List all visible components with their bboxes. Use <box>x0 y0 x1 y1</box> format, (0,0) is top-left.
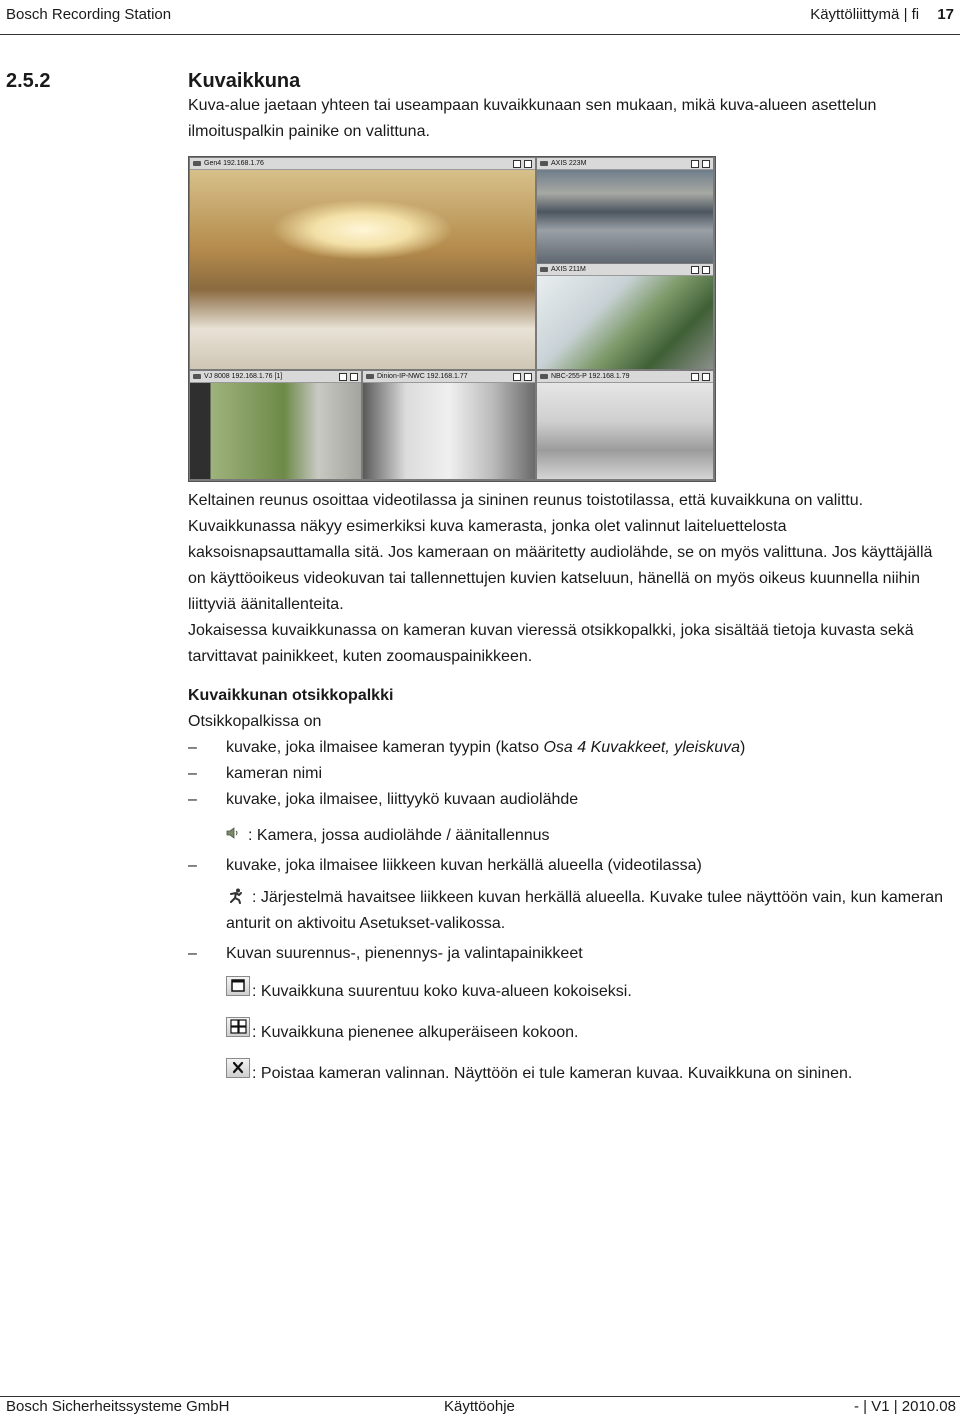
close-icon <box>702 160 710 168</box>
camera-image <box>537 276 713 369</box>
camera-image <box>190 170 535 369</box>
restore-button-icon <box>226 1017 250 1037</box>
maximize-icon <box>691 160 699 168</box>
paragraph-titlebar: Jokaisessa kuvaikkunassa on kameran kuvan vieressä otsikkopalkki, joka sisältää tietoja kuvasta sekä tarvittavat painikkeet, kuten zoomauspainikkeen. <box>188 622 914 665</box>
header-section: Käyttöliittymä | fi <box>810 6 920 23</box>
titlebar-lead: Otsikkopalkissa on <box>188 713 322 730</box>
pane-title-bar <box>537 371 713 383</box>
pane-camera-name: VJ 8008 192.168.1.76 [1] <box>204 373 283 380</box>
maximize-icon <box>227 977 249 995</box>
restore-description: : Kuvaikkuna pienenee alkuperäiseen kokoon. <box>252 1024 579 1041</box>
camera-type-icon <box>540 374 548 379</box>
image-pane-screenshot <box>188 156 716 482</box>
restore-icon <box>227 1018 249 1036</box>
list-item-camera-name: kameran nimi <box>226 765 323 782</box>
close-icon <box>524 160 532 168</box>
pane-camera-name: AXIS 211M <box>551 266 586 273</box>
list-dash: – <box>188 791 197 808</box>
pane-title-bar <box>190 158 535 170</box>
close-button-icon <box>226 1058 250 1078</box>
pane-camera-name: AXIS 223M <box>551 160 587 167</box>
list-dash: – <box>188 945 197 962</box>
speaker-icon <box>226 826 240 840</box>
image-pane-3 <box>537 264 713 369</box>
close-icon <box>702 266 710 274</box>
page-header <box>0 0 960 35</box>
maximize-icon <box>513 160 521 168</box>
pane-camera-name: Dinion-IP-NWC 192.168.1.77 <box>377 373 468 380</box>
maximize-icon <box>339 373 347 381</box>
image-pane-4 <box>190 371 361 479</box>
camera-type-icon <box>540 161 548 166</box>
footer-document: Käyttöohje <box>444 1398 515 1415</box>
pane-title-bar <box>537 264 713 276</box>
item-text: ) <box>740 739 746 756</box>
footer-company: Bosch Sicherheitssysteme GmbH <box>6 1398 230 1415</box>
cross-reference: Osa 4 Kuvakkeet, yleiskuva <box>543 739 741 756</box>
pane-camera-name: NBC-255-P 192.168.1.79 <box>551 373 630 380</box>
list-item-camera-type <box>226 735 946 761</box>
section-title: Kuvaikkuna <box>188 70 301 92</box>
image-pane-2 <box>537 158 713 263</box>
maximize-icon <box>691 373 699 381</box>
image-pane-1 <box>190 158 535 369</box>
header-product: Bosch Recording Station <box>6 6 172 23</box>
pane-title-bar <box>363 371 535 383</box>
pane-title-bar <box>537 158 713 170</box>
pane-title-bar <box>190 371 361 383</box>
header-section-info <box>810 6 954 23</box>
maximize-icon <box>513 373 521 381</box>
paragraph-selection: Keltainen reunus osoittaa videotilassa ja sininen reunus toistotilassa, että kuvaikkuna on valittu. Kuvaikkunassa näkyy esimerkiksi kuva kamerasta, jonka olet valinnut laiteluettelosta kaksoisnapsauttamalla sitä. Jos kameraan on määritetty audiolähde, se on myös valittuna. Jos käyttäjällä on käyttöoikeus videokuvan tai tallennettujen kuvien katseluun, hänellä on myös oikeus kuunnella niihin liittyviä äänitallenteita. <box>188 492 933 613</box>
section-intro: Kuva-alue jaetaan yhteen tai useampaan kuvaikkunaan sen mukaan, mikä kuva-alueen asettelun ilmoituspalkin painike on valittuna. <box>188 97 877 140</box>
maximize-icon <box>691 266 699 274</box>
list-item-audio: kuvake, joka ilmaisee, liittyykö kuvaan audiolähde <box>226 791 579 808</box>
camera-image <box>363 383 535 479</box>
list-item-buttons: Kuvan suurennus-, pienennys- ja valintapainikkeet <box>226 945 583 962</box>
camera-image <box>190 383 361 479</box>
camera-type-icon <box>366 374 374 379</box>
list-dash: – <box>188 739 197 756</box>
image-pane-6 <box>537 371 713 479</box>
close-icon <box>350 373 358 381</box>
page-footer <box>0 1396 960 1415</box>
motion-icon-description: : Järjestelmä havaitsee liikkeen kuvan herkällä alueella. Kuvake tulee näyttöön vain, kun kameran anturit on aktivoitu Asetukset-valikossa. <box>226 889 944 932</box>
camera-type-icon <box>540 267 548 272</box>
close-description: : Poistaa kameran valinnan. Näyttöön ei tule kameran kuvaa. Kuvaikkuna on sininen. <box>252 1065 853 1082</box>
image-pane-5 <box>363 371 535 479</box>
camera-image <box>537 170 713 263</box>
pane-camera-name: Gen4 192.168.1.76 <box>204 160 264 167</box>
page-number: 17 <box>937 6 954 23</box>
camera-type-icon <box>193 161 201 166</box>
audio-icon-description: : Kamera, jossa audiolähde / äänitallennus <box>248 827 550 844</box>
subheading-titlebar: Kuvaikkunan otsikkopalkki <box>188 687 394 704</box>
section-number: 2.5.2 <box>6 70 51 92</box>
item-text: kuvake, joka ilmaisee kameran tyypin (katso <box>226 739 544 756</box>
maximize-button-icon <box>226 976 250 996</box>
camera-image <box>537 383 713 479</box>
maximize-description: : Kuvaikkuna suurentuu koko kuva-alueen kokoiseksi. <box>252 983 632 1000</box>
list-item-motion: kuvake, joka ilmaisee liikkeen kuvan herkällä alueella (videotilassa) <box>226 857 702 874</box>
list-dash: – <box>188 857 197 874</box>
list-dash: – <box>188 765 197 782</box>
close-icon <box>524 373 532 381</box>
close-icon <box>702 373 710 381</box>
close-icon <box>227 1059 249 1077</box>
footer-version: - | V1 | 2010.08 <box>853 1398 956 1415</box>
camera-type-icon <box>193 374 201 379</box>
